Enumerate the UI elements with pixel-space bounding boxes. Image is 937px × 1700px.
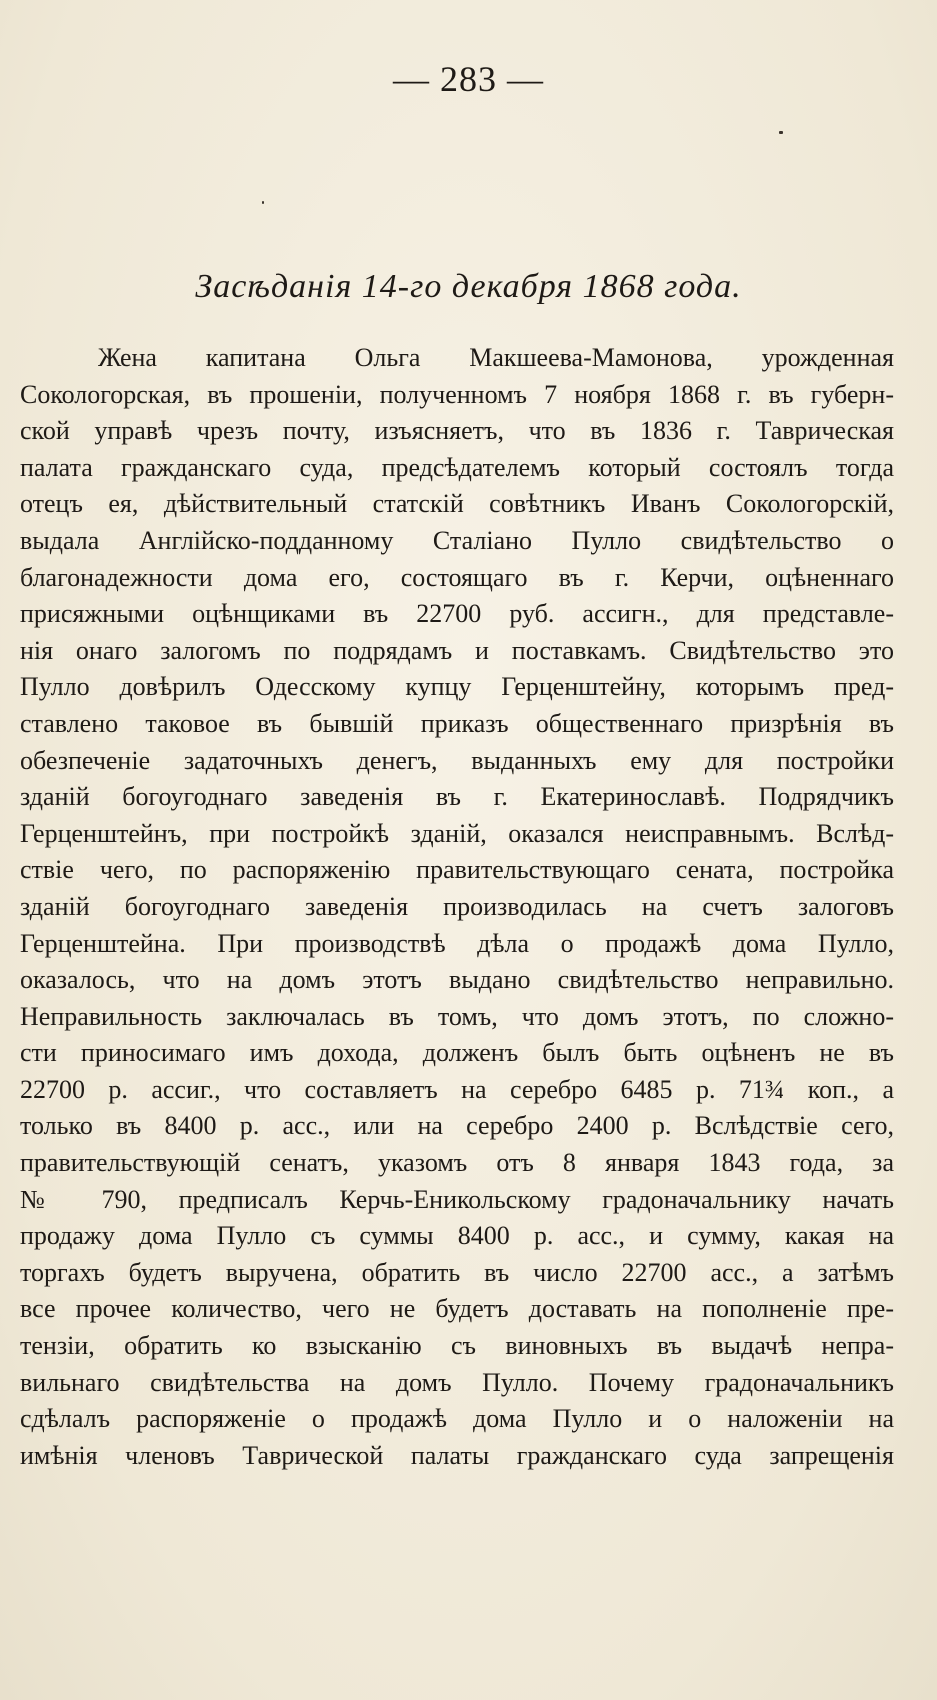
text-line: нія онаго залогомъ по подрядамъ и поставкамъ. Свидѣтельство это	[20, 635, 894, 665]
text-line: 22700 р. ассиг., что составляетъ на серебро 6485 р. 71¾ коп., а	[20, 1074, 894, 1104]
text-line: Пулло довѣрилъ Одесскому купцу Герценштейну, которымъ пред-	[20, 672, 894, 702]
text-line: Жена капитана Ольга Макшеева-Мамонова, урожденная	[98, 343, 894, 372]
text-line: Герценштейнъ, при постройкѣ зданій, оказался неисправнымъ. Вслѣд-	[20, 818, 894, 848]
text-line: зданій богоугоднаго заведенія въ г. Екатеринославѣ. Подрядчикъ	[20, 782, 894, 812]
text-line: Герценштейна. При производствѣ дѣла о продажѣ дома Пулло,	[20, 928, 894, 958]
page-number: — 283 —	[393, 59, 544, 99]
text-line: № 790, предписалъ Керчь-Еникольскому градоначальнику начать	[20, 1184, 894, 1214]
text-line: правительствующій сенатъ, указомъ отъ 8 января 1843 года, за	[20, 1148, 894, 1178]
text-line: продажу дома Пулло съ суммы 8400 р. асс., и сумму, какая на	[20, 1221, 894, 1251]
text-line: ской управѣ чрезъ почту, изъясняетъ, что въ 1836 г. Таврическая	[20, 416, 894, 446]
text-line: вильнаго свидѣтельства на домъ Пулло. Почему градоначальникъ	[20, 1367, 894, 1397]
print-speck	[262, 201, 264, 204]
text-line: зданій богоугоднаго заведенія производилась на счетъ залоговъ	[20, 891, 894, 921]
section-title: Засѣданія 14-го декабря 1868 года.	[195, 268, 742, 305]
text-line: отецъ ея, дѣйствительный статскій совѣтникъ Иванъ Сокологорскій,	[20, 489, 894, 519]
text-line: присяжными оцѣнщиками въ 22700 руб. ассигн., для представле-	[20, 599, 894, 629]
text-line: Сокологорская, въ прошеніи, полученномъ 7 ноября 1868 г. въ губерн-	[20, 379, 894, 409]
text-line: имѣнія членовъ Таврической палаты гражданскаго суда запрещенія	[20, 1440, 894, 1470]
text-line: обезпеченіе задаточныхъ денегъ, выданныхъ ему для постройки	[20, 745, 894, 775]
text-line: сдѣлалъ распоряженіе о продажѣ дома Пулло и о наложеніи на	[20, 1404, 894, 1434]
text-line: тензіи, обратить ко взысканію съ виновныхъ въ выдачѣ непра-	[20, 1331, 894, 1361]
text-line: выдала Англійско-подданному Сталіано Пулло свидѣтельство о	[20, 525, 894, 555]
text-line: торгахъ будетъ выручена, обратить въ число 22700 асс., а затѣмъ	[20, 1257, 894, 1287]
text-line: оказалось, что на домъ этотъ выдано свидѣтельство неправильно.	[20, 965, 894, 995]
text-line: сти приносимаго имъ дохода, долженъ былъ быть оцѣненъ не въ	[20, 1038, 894, 1068]
text-line: все прочее количество, чего не будетъ доставать на пополненіе пре-	[20, 1294, 894, 1324]
text-line: благонадежности дома его, состоящаго въ г. Керчи, оцѣненнаго	[20, 562, 894, 592]
text-line: ствіе чего, по распоряженію правительствующаго сената, постройка	[20, 855, 894, 885]
text-line: Неправильность заключалась въ томъ, что домъ этотъ, по сложно-	[20, 1001, 894, 1031]
text-line: только въ 8400 р. асс., или на серебро 2400 р. Вслѣдствіе сего,	[20, 1111, 894, 1141]
body-text	[20, 340, 894, 1474]
print-speck	[779, 131, 783, 134]
text-line: ставлено таковое въ бывшій приказъ общественнаго призрѣнія въ	[20, 708, 894, 738]
text-line: палата гражданскаго суда, предсѣдателемъ который состоялъ тогда	[20, 452, 894, 482]
